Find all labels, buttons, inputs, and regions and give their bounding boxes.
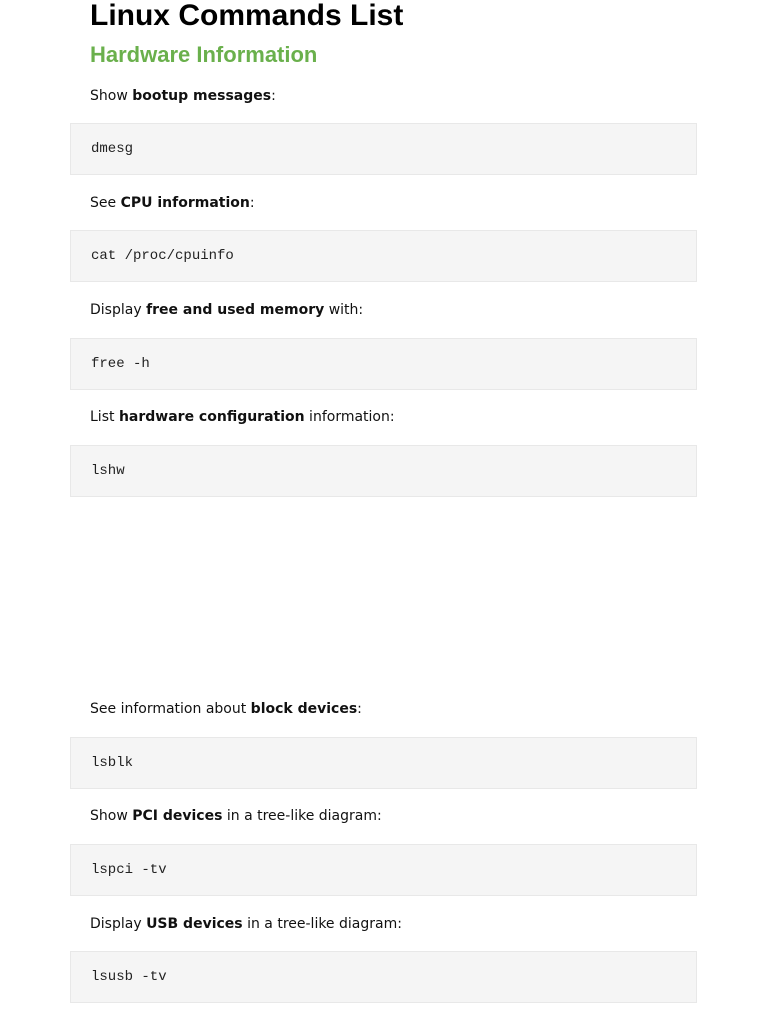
command-text[interactable]: lspci -tv (91, 862, 167, 878)
description-block-devices: See information about block devices: (90, 701, 362, 717)
description-bootup-messages: Show bootup messages: (90, 88, 276, 104)
code-block-lshw[interactable] (70, 445, 697, 497)
command-text[interactable]: lsblk (91, 755, 134, 771)
description-usb-devices: Display USB devices in a tree-like diagram: (90, 916, 402, 932)
code-block-lsblk[interactable] (70, 737, 697, 789)
section-heading: Hardware Information (90, 42, 318, 67)
page-title: Linux Commands List (90, 0, 404, 32)
code-block-lspci[interactable] (70, 844, 697, 896)
command-text[interactable]: free -h (91, 356, 150, 372)
command-text[interactable]: cat /proc/cpuinfo (91, 248, 234, 264)
description-hardware-configuration: List hardware configuration information: (90, 409, 395, 425)
code-block-dmesg[interactable] (70, 123, 697, 175)
code-block-cpuinfo[interactable] (70, 230, 697, 282)
command-text[interactable]: lshw (91, 463, 125, 479)
description-free-memory: Display free and used memory with: (90, 302, 364, 318)
code-block-lsusb[interactable] (70, 951, 697, 1003)
description-cpu-information: See CPU information: (90, 195, 255, 211)
command-text[interactable]: dmesg (91, 141, 134, 157)
description-pci-devices: Show PCI devices in a tree-like diagram: (90, 808, 382, 824)
code-block-free[interactable] (70, 338, 697, 390)
command-text[interactable]: lsusb -tv (91, 969, 167, 985)
